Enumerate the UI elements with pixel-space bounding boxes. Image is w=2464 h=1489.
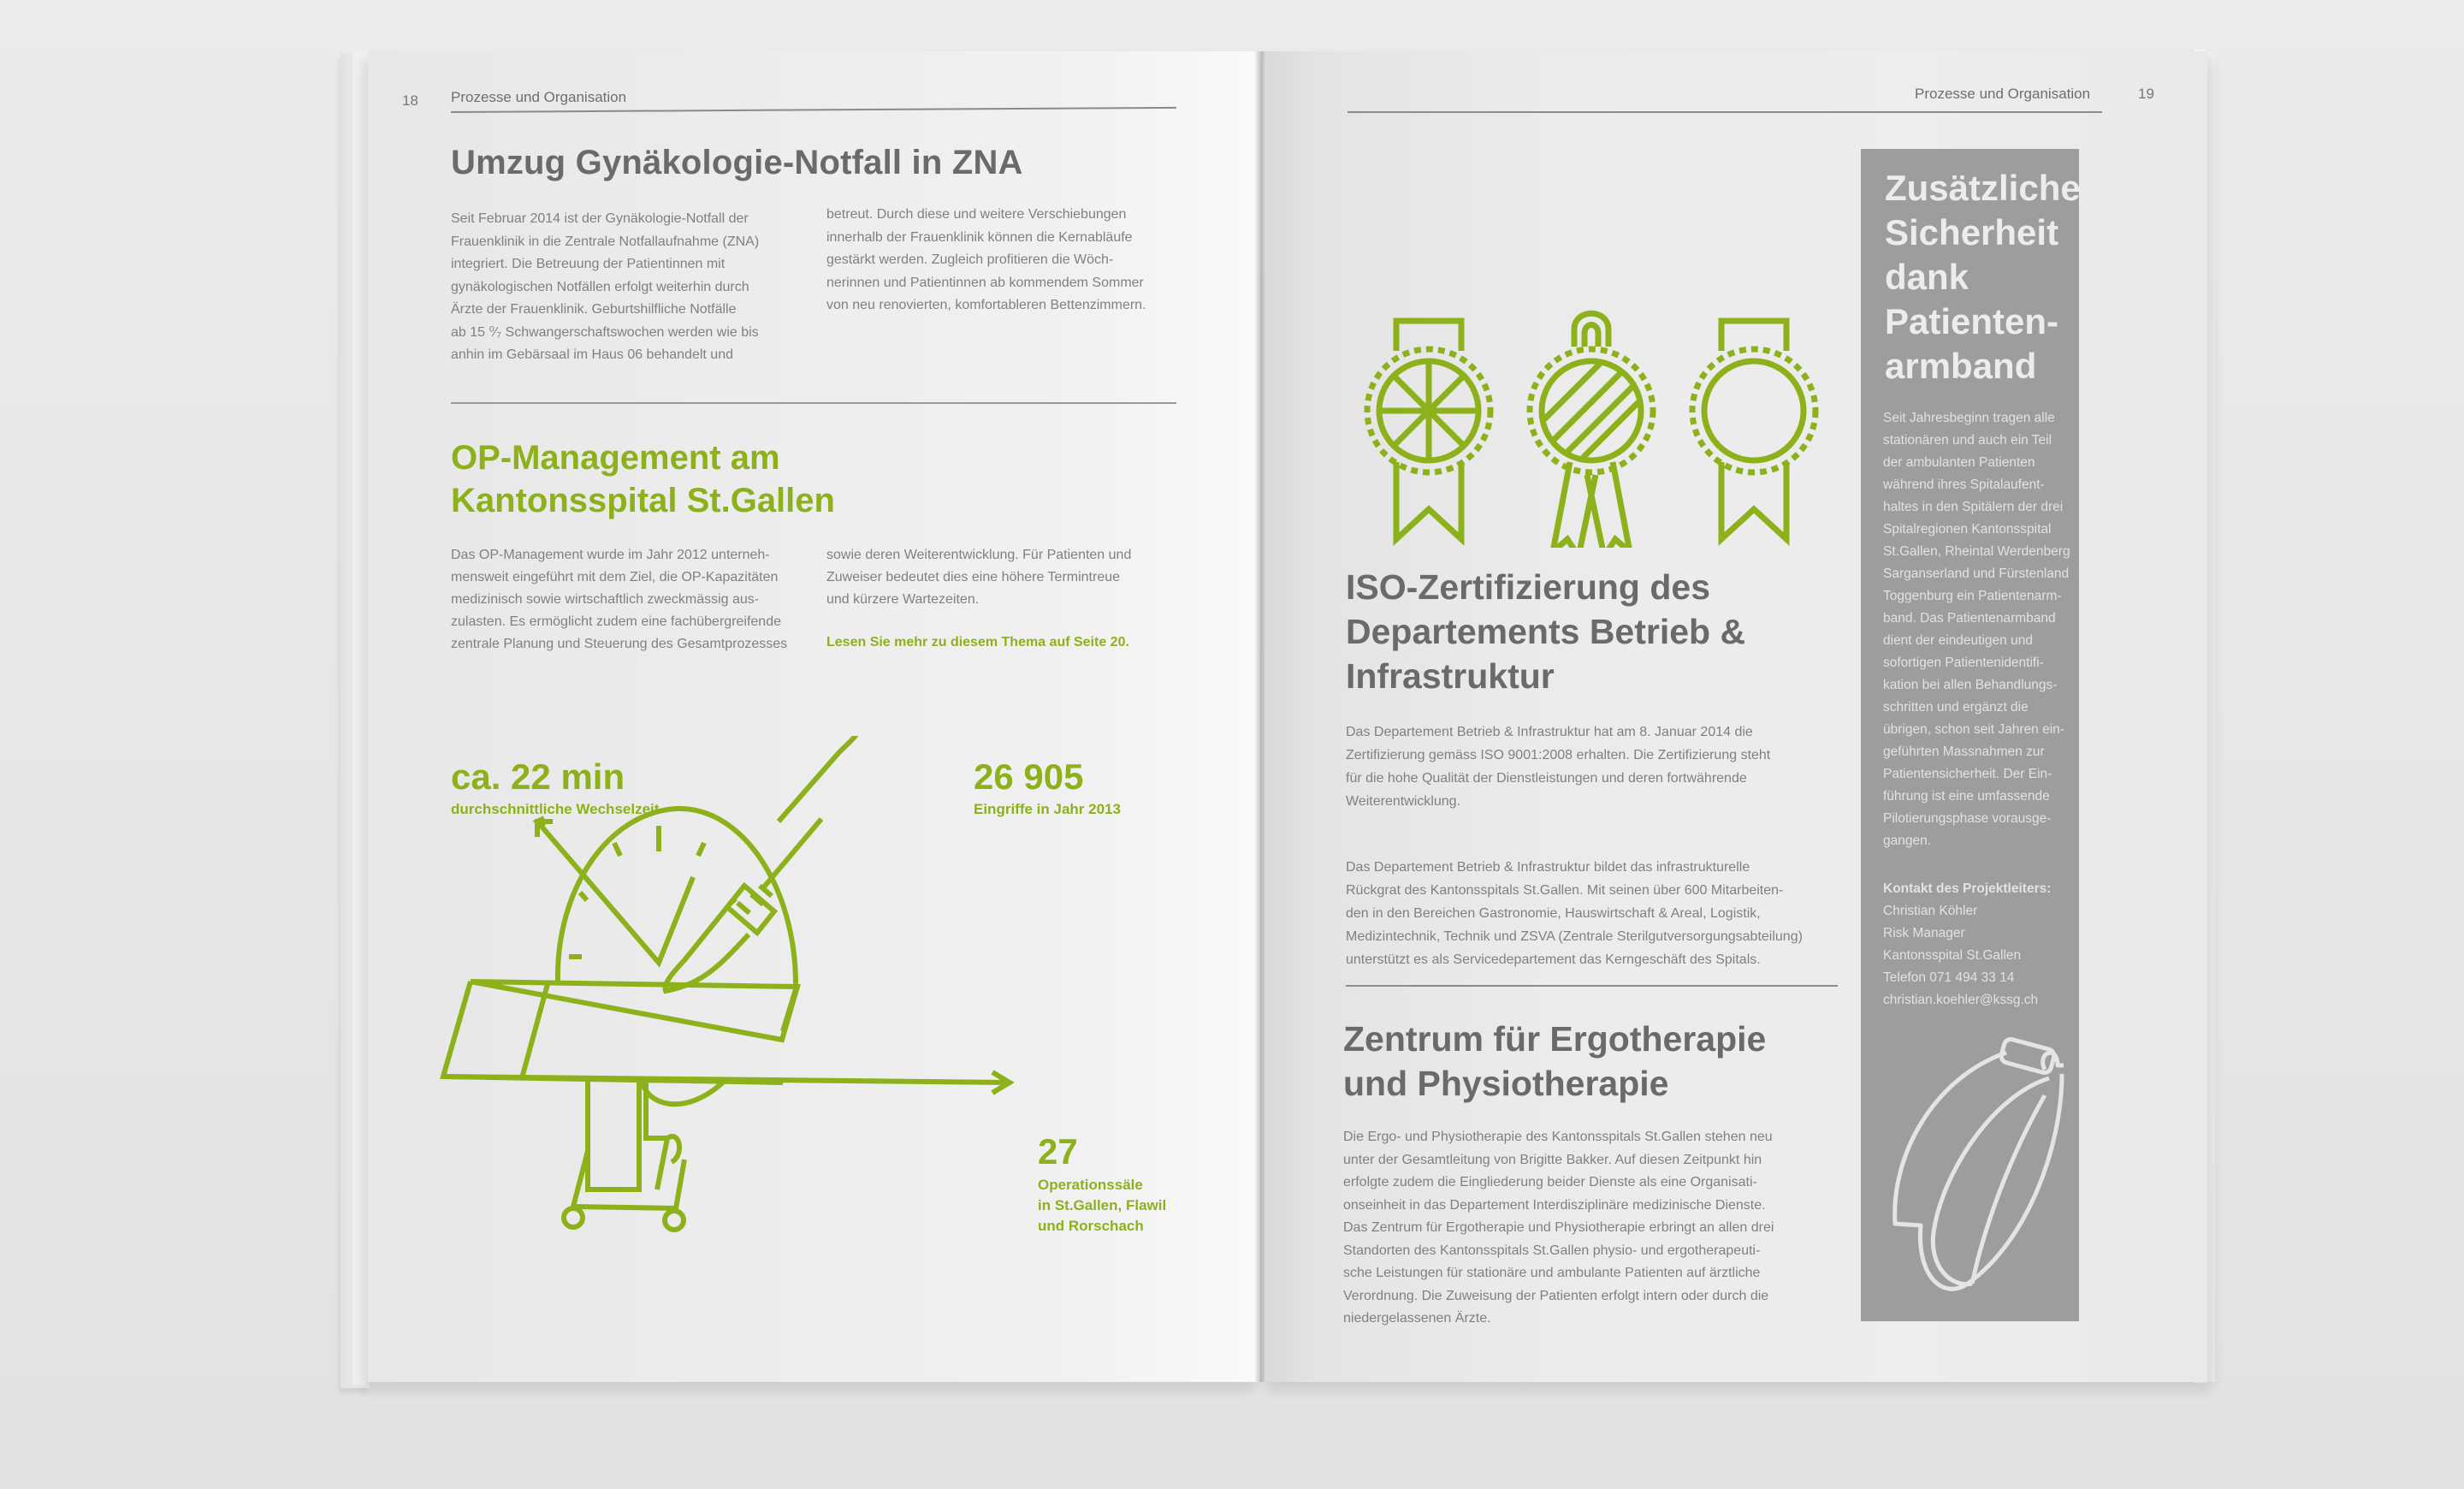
text-line: sche Leistungen für stationäre und ambulante Patienten auf ärztliche: [1343, 1266, 1761, 1280]
text-line: Das OP-Management wurde im Jahr 2012 unterneh-: [451, 548, 770, 562]
text-line: Seit Februar 2014 ist der Gynäkologie-Notfall der: [451, 211, 749, 226]
text-line: betreut. Durch diese und weitere Verschiebungen: [826, 207, 1127, 222]
rosette-plain-icon: [1692, 321, 1815, 539]
text-line: während ihres Spitalaufent-: [1883, 478, 2045, 492]
text-line: erfolgte zudem die Eingliederung beider Dienste als eine Organisati-: [1343, 1175, 1757, 1189]
article-title-op-management: [451, 436, 835, 522]
text-line: für die hohe Qualität der Dienstleistungen und deren fortwährende: [1346, 771, 1747, 786]
text-line: Zertifizierung gemäss ISO 9001:2008 erhalten. Die Zertifizierung steht: [1346, 748, 1771, 762]
text-line: Toggenburg ein Patientenarm-: [1883, 589, 2062, 603]
text-line: sofortigen Patientenidentifi-: [1883, 656, 2044, 670]
text-line: onseinheit in das Departement Interdisziplinäre medizinische Dienste.: [1343, 1197, 1766, 1213]
title-line: Sicherheit: [1885, 212, 2059, 252]
text-line: niedergelassenen Ärzte.: [1343, 1311, 1491, 1326]
text-line: christian.koehler@kssg.ch: [1883, 993, 2039, 1007]
text-line: medizinisch sowie wirtschaftlich zweckmässig aus-: [451, 592, 760, 607]
page-number-right: 19: [2138, 86, 2154, 102]
title-line: armband: [1885, 346, 2037, 386]
article-gynaekologie-col2: [826, 204, 1186, 317]
text-line: Zuweiser bedeutet dies eine höhere Termintreue: [826, 570, 1121, 584]
article-title-line: OP-Management am: [451, 439, 780, 477]
text-line: und kürzere Wartezeiten.: [826, 592, 980, 607]
running-head-right: Prozesse und Organisation: [1915, 86, 2091, 102]
text-line: schritten und ergänzt die: [1883, 700, 2029, 715]
text-line: Pilotierungsphase vorausge-: [1883, 811, 2052, 826]
title-line: Infrastruktur: [1346, 656, 1555, 696]
text-line: Ärzte der Frauenklinik. Geburtshilfliche Notfälle: [451, 302, 737, 317]
sidebar-contact-label: Kontakt des Projektleiters:: [1883, 881, 2052, 896]
stat-changeover-value: ca. 22 min: [451, 756, 625, 797]
article-ergotherapie-body: [1343, 1126, 1857, 1331]
text-line: Sarganserland und Fürstenland: [1883, 567, 2070, 581]
text-line: unterstützt es als Servicedepartement das Kerngeschäft des Spitals.: [1346, 952, 1761, 967]
title-line: Zusätzliche: [1885, 168, 2081, 208]
article-iso-para2: [1346, 856, 1859, 971]
article-title-line: Kantonsspital St.Gallen: [451, 482, 835, 519]
text-line: von neu renovierten, komfortableren Bettenzimmern.: [826, 298, 1146, 312]
article-title-ergotherapie: [1343, 1017, 1766, 1106]
book-spine-shadow: [1254, 51, 1265, 1382]
text-line: Das Zentrum für Ergotherapie und Physiotherapie erbringt an allen drei: [1343, 1220, 1774, 1235]
title-line: dank: [1885, 257, 1969, 297]
article-op-col2: [826, 544, 1194, 611]
text-line: Patientensicherheit. Der Ein-: [1883, 767, 2052, 781]
text-line: Risk Manager: [1883, 926, 1965, 940]
text-line: integriert. Die Betreuung der Patientinnen mit: [451, 257, 726, 271]
sidebar-body: [1883, 407, 2088, 852]
rosette-wheel-icon: [1367, 321, 1490, 539]
title-line: Departements Betrieb &: [1346, 612, 1746, 651]
certification-badges: [1335, 291, 1848, 548]
text-line: Frauenklinik in die Zentrale Notfallaufnahme (ZNA): [451, 234, 760, 249]
stat-procedures-value: 26 905: [974, 756, 1084, 797]
text-line: Seit Jahresbeginn tragen alle: [1883, 411, 2055, 425]
text-line: führung ist eine umfassende: [1883, 789, 2050, 804]
text-line: Kantonsspital St.Gallen: [1883, 948, 2022, 963]
text-line: unter der Gesamtleitung von Brigitte Bakker. Auf diesen Zeitpunkt hin: [1343, 1152, 1762, 1167]
section-divider-left: [451, 402, 1176, 404]
text-line: gynäkologischen Notfällen erfolgt weiterhin durch: [451, 279, 749, 294]
title-line: und Physiotherapie: [1343, 1064, 1669, 1103]
text-line: St.Gallen, Rheintal Werdenberg: [1883, 544, 2070, 559]
text-line: Rückgrat des Kantonsspitals St.Gallen. Mit seinen über 600 Mitarbeiten-: [1346, 883, 1784, 898]
label-line: in St.Gallen, Flawil: [1038, 1197, 1167, 1213]
stat-operating-rooms-value: 27: [1038, 1131, 1078, 1172]
text-line: kation bei allen Behandlungs-: [1883, 678, 2058, 692]
article-title-iso: [1346, 565, 1745, 698]
text-line: den in den Bereichen Gastronomie, Hauswirtschaft & Areal, Logistik,: [1346, 906, 1761, 921]
label-line: Operationssäle: [1038, 1177, 1143, 1193]
text-line: Christian Köhler: [1883, 904, 1978, 918]
article-iso-para1: [1346, 721, 1859, 813]
text-line: übrigen, schon seit Jahren ein-: [1883, 722, 2064, 737]
text-line: mensweit eingeführt mit dem Ziel, die OP-Kapazitäten: [451, 570, 779, 584]
label-line: und Rorschach: [1038, 1218, 1144, 1234]
text-line: der ambulanten Patienten: [1883, 455, 2035, 470]
stat-procedures-label: Eingriffe in Jahr 2013: [974, 801, 1121, 817]
text-line: Standorten des Kantonsspitals St.Gallen physio- und ergotherapeuti-: [1343, 1243, 1761, 1258]
text-line: gestärkt werden. Zugleich profitieren die Wöch-: [826, 252, 1114, 267]
left-page-edge-inner: [352, 51, 369, 1385]
text-line: nerinnen und Patientinnen ab kommendem Sommer: [826, 275, 1144, 290]
title-line: Patienten-: [1885, 301, 2059, 341]
article-title-gynaekologie: Umzug Gynäkologie-Notfall in ZNA: [451, 144, 1023, 181]
sidebar-contact: [1883, 900, 2088, 1011]
stat-changeover-label: durchschnittliche Wechselzeit: [451, 801, 660, 817]
text-line: Verordnung. Die Zuweisung der Patienten erfolgt intern oder durch die: [1343, 1288, 1769, 1303]
header-rule-right: [1348, 111, 2102, 113]
operating-table-icon: [443, 982, 1010, 1230]
article-op-col1: [451, 544, 819, 656]
text-line: geführten Massnahmen zur: [1883, 744, 2045, 759]
text-line: band. Das Patientenarmband: [1883, 611, 2056, 626]
text-line: Das Departement Betrieb & Infrastruktur hat am 8. Januar 2014 die: [1346, 725, 1753, 739]
running-head-left: Prozesse und Organisation: [451, 89, 627, 105]
text-line: innerhalb der Frauenklinik können die Kernabläufe: [826, 229, 1133, 245]
text-line: Die Ergo- und Physiotherapie des Kantonsspitals St.Gallen stehen neu: [1343, 1130, 1773, 1144]
section-divider-right: [1346, 985, 1838, 987]
page-number-left: 18: [402, 92, 418, 109]
text-line: gangen.: [1883, 833, 1932, 848]
text-line: sowie deren Weiterentwicklung. Für Patienten und: [826, 548, 1132, 562]
text-line: haltes in den Spitälern der drei: [1883, 500, 2064, 514]
text-line: stationären und auch ein Teil: [1883, 433, 2052, 448]
title-line: Zentrum für Ergotherapie: [1343, 1019, 1767, 1059]
rosette-striped-icon: [1530, 313, 1653, 548]
text-line: zulasten. Es ermöglicht zudem eine fachübergreifende: [451, 614, 781, 629]
text-line: Spitalregionen Kantonsspital: [1883, 522, 2052, 537]
sidebar-title: [1885, 166, 2081, 389]
article-gynaekologie-col1: [451, 208, 810, 367]
text-line: Telefon 071 494 33 14: [1883, 970, 2015, 985]
text-line: zentrale Planung und Steuerung des Gesamtprozesses: [451, 637, 788, 651]
text-line: Das Departement Betrieb & Infrastruktur bildet das infrastrukturelle: [1346, 860, 1750, 875]
wristband-icon: [1882, 1027, 2088, 1309]
read-more-link[interactable]: Lesen Sie mehr zu diesem Thema auf Seite 20.: [826, 635, 1129, 650]
text-line: ab 15 ⁰⁄₇ Schwangerschaftswochen werden wie bis: [451, 324, 759, 340]
text-line: Medizintechnik, Technik und ZSVA (Zentrale Sterilgutversorgungsabteilung): [1346, 929, 1803, 944]
title-line: ISO-Zertifizierung des: [1346, 567, 1710, 607]
text-line: anhin im Gebärsaal im Haus 06 behandelt und: [451, 347, 733, 362]
operating-room-illustration: [428, 736, 1198, 1318]
scalpel-icon: [665, 819, 821, 991]
text-line: dient der eindeutigen und: [1883, 633, 2033, 648]
text-line: Weiterentwicklung.: [1346, 794, 1460, 809]
